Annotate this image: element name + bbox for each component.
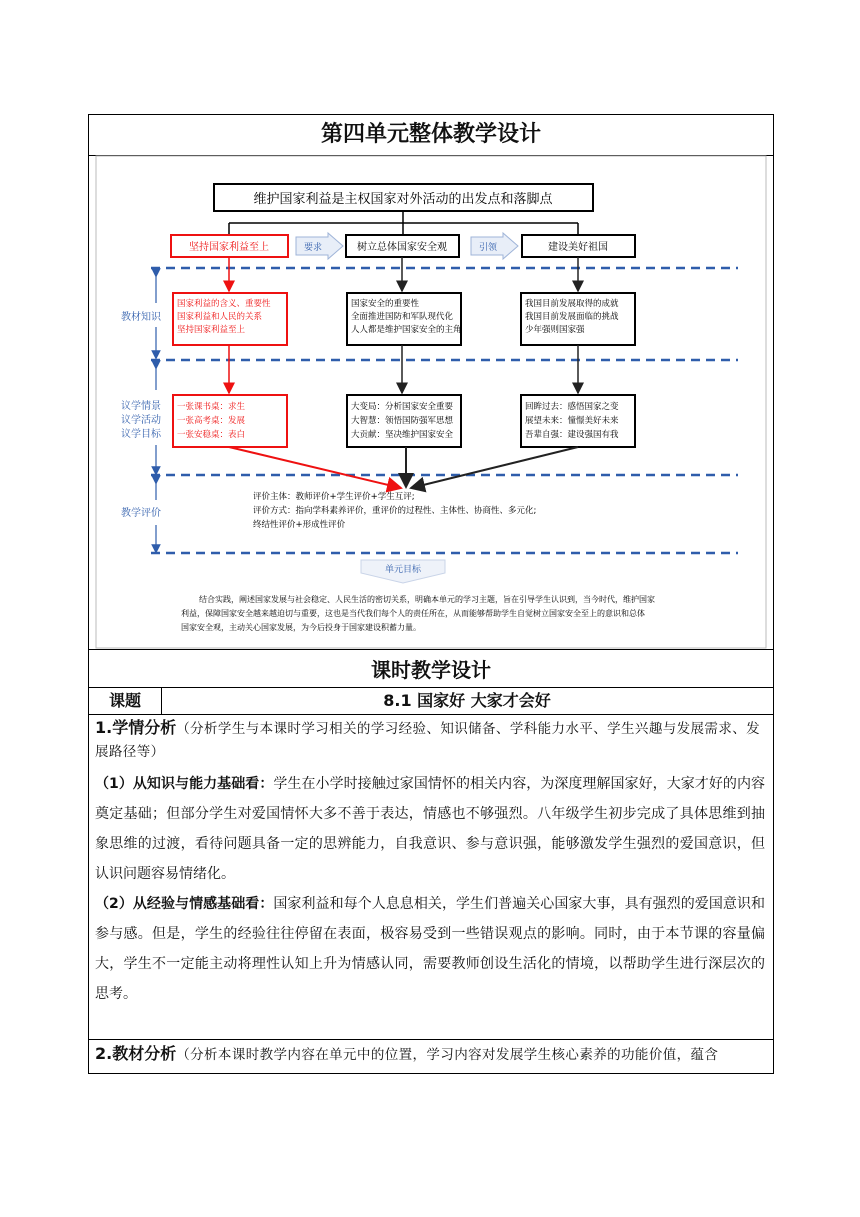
- section-learner-analysis: [95, 717, 765, 1009]
- k3-line-3: 少年强则国家强: [525, 325, 585, 335]
- row-label-activity-3: 议学目标: [121, 429, 161, 440]
- row-label-eval: 教学评价: [121, 508, 161, 519]
- divider: [89, 649, 773, 650]
- k3-line-2: 我国目前发展面临的挑战: [525, 312, 619, 322]
- section1-paragraph-2: [95, 889, 765, 1009]
- section1-note: （分析学生与本课时学习相关的学习经验、知识储备、学科能力水平、学生兴趣与发展需求、发展路径等）: [95, 721, 761, 760]
- diagram-svg: [93, 155, 769, 649]
- eval-line-3: 终结性评价+形成性评价: [253, 520, 346, 530]
- a1-line-3: 一张安稳桌：表白: [177, 430, 246, 440]
- p2-heading: （2）从经验与情感基础看：: [95, 896, 274, 912]
- section-textbook-analysis: [95, 1043, 765, 1066]
- k1-line-3: 坚持国家利益至上: [177, 325, 246, 335]
- k2-line-1: 国家安全的重要性: [351, 299, 420, 309]
- section2-title: 2.教材分析: [95, 1044, 177, 1063]
- k1-line-1: 国家利益的含义、重要性: [177, 299, 271, 309]
- unit-title: 第四单元整体教学设计: [320, 122, 541, 147]
- row-label-knowledge: 教材知识: [121, 312, 161, 323]
- a1-line-1: 一张课书桌：求生: [177, 402, 246, 412]
- section2-note: （分析本课时教学内容在单元中的位置，学习内容对发展学生核心素养的功能价值，蕴含: [176, 1047, 719, 1063]
- goal-line-1: 结合实践，阐述国家发展与社会稳定、人民生活的密切关系，明确本单元的学习主题，旨在引导学生认识到，当今时代，维护国家: [199, 595, 655, 604]
- section2-heading: [95, 1043, 765, 1066]
- k3-line-1: 我国目前发展取得的成就: [525, 299, 619, 309]
- row-label-activity-1: 议学情景: [121, 401, 161, 412]
- col1-head: 坚持国家利益至上: [189, 242, 269, 253]
- k2-line-2: 全面推进国防和军队现代化: [351, 312, 454, 322]
- divider: [89, 714, 773, 715]
- section1-paragraph-1: [95, 769, 765, 889]
- lesson-plan-table: [88, 114, 774, 1074]
- p2-body: 国家利益和每个人息息相关，学生们普遍关心国家大事，具有强烈的爱国意识和参与感。但是，学生的经验往往停留在表面，极容易受到一些错误观点的影响。同时，由于本节课的容量偏大，学生不一定能主动将理性认知上升为情感认同，需要教师创设生活化的情境，以帮助学生进行深层次的思考。: [95, 896, 766, 1002]
- row-label-activity-2: 议学活动: [121, 415, 161, 426]
- a3-line-2: 展望未来：憧憬美好未来: [525, 416, 619, 426]
- section1-title: 1.学情分析: [95, 718, 177, 737]
- col3-head: 建设美好祖国: [548, 242, 608, 253]
- topic-row: [89, 687, 773, 714]
- topic-label: 课题: [89, 687, 162, 714]
- col2-head: 树立总体国家安全观: [357, 242, 447, 253]
- a2-line-2: 大智慧：领悟国防强军思想: [351, 416, 454, 426]
- p1-heading: （1）从知识与能力基础看：: [95, 776, 274, 792]
- eval-line-1: 评价主体：教师评价+学生评价+学生互评;: [253, 492, 415, 502]
- k1-line-2: 国家利益和人民的关系: [177, 312, 263, 322]
- a3-line-1: 回眸过去：感悟国家之变: [525, 402, 619, 412]
- eval-line-2: 评价方式：指向学科素养评价，重评价的过程性、主体性、协商性、多元化;: [253, 506, 537, 516]
- goal-line-2: 利益，保障国家安全越来越迫切与重要，这也是当代我们每个人的责任所在，从而能够帮助学生自觉树立国家安全至上的意识和总体: [181, 609, 645, 618]
- lesson-title: 课时教学设计: [371, 658, 491, 682]
- k2-line-3: 人人都是维护国家安全的主角: [351, 325, 462, 335]
- divider: [89, 1039, 773, 1040]
- arrow-yinling-label: 引领: [478, 243, 498, 253]
- goal-line-3: 国家安全观，主动关心国家发展，为今后投身于国家建设积蓄力量。: [181, 623, 421, 632]
- p1-body: 学生在小学时接触过家国情怀的相关内容，为深度理解国家好，大家才好的内容奠定基础；但部分学生对爱国情怀大多不善于表达，情感也不够强烈。八年级学生初步完成了具体思维到抽象思维的过渡，看待问题具备一定的思辨能力，自我意识、参与意识强，能够激发学生强烈的爱国意识，但认识问题容易情绪化。: [95, 776, 766, 882]
- a3-line-3: 吾辈自强：建设强国有我: [525, 430, 619, 440]
- unit-structure-diagram: [93, 155, 769, 649]
- a1-line-2: 一张高考桌：发展: [177, 416, 246, 426]
- section1-heading: [95, 717, 765, 763]
- unit-goal-label: 单元目标: [384, 565, 422, 575]
- arrow-yaoqiu-label: 要求: [303, 243, 323, 253]
- top-box-text: 维护国家利益是主权国家对外活动的出发点和落脚点: [253, 192, 553, 207]
- a2-line-1: 大变局：分析国家安全重要: [351, 402, 454, 412]
- a2-line-3: 大贡献：坚决维护国家安全: [351, 430, 454, 440]
- topic-value: 8.1 国家好 大家才会好: [383, 691, 551, 710]
